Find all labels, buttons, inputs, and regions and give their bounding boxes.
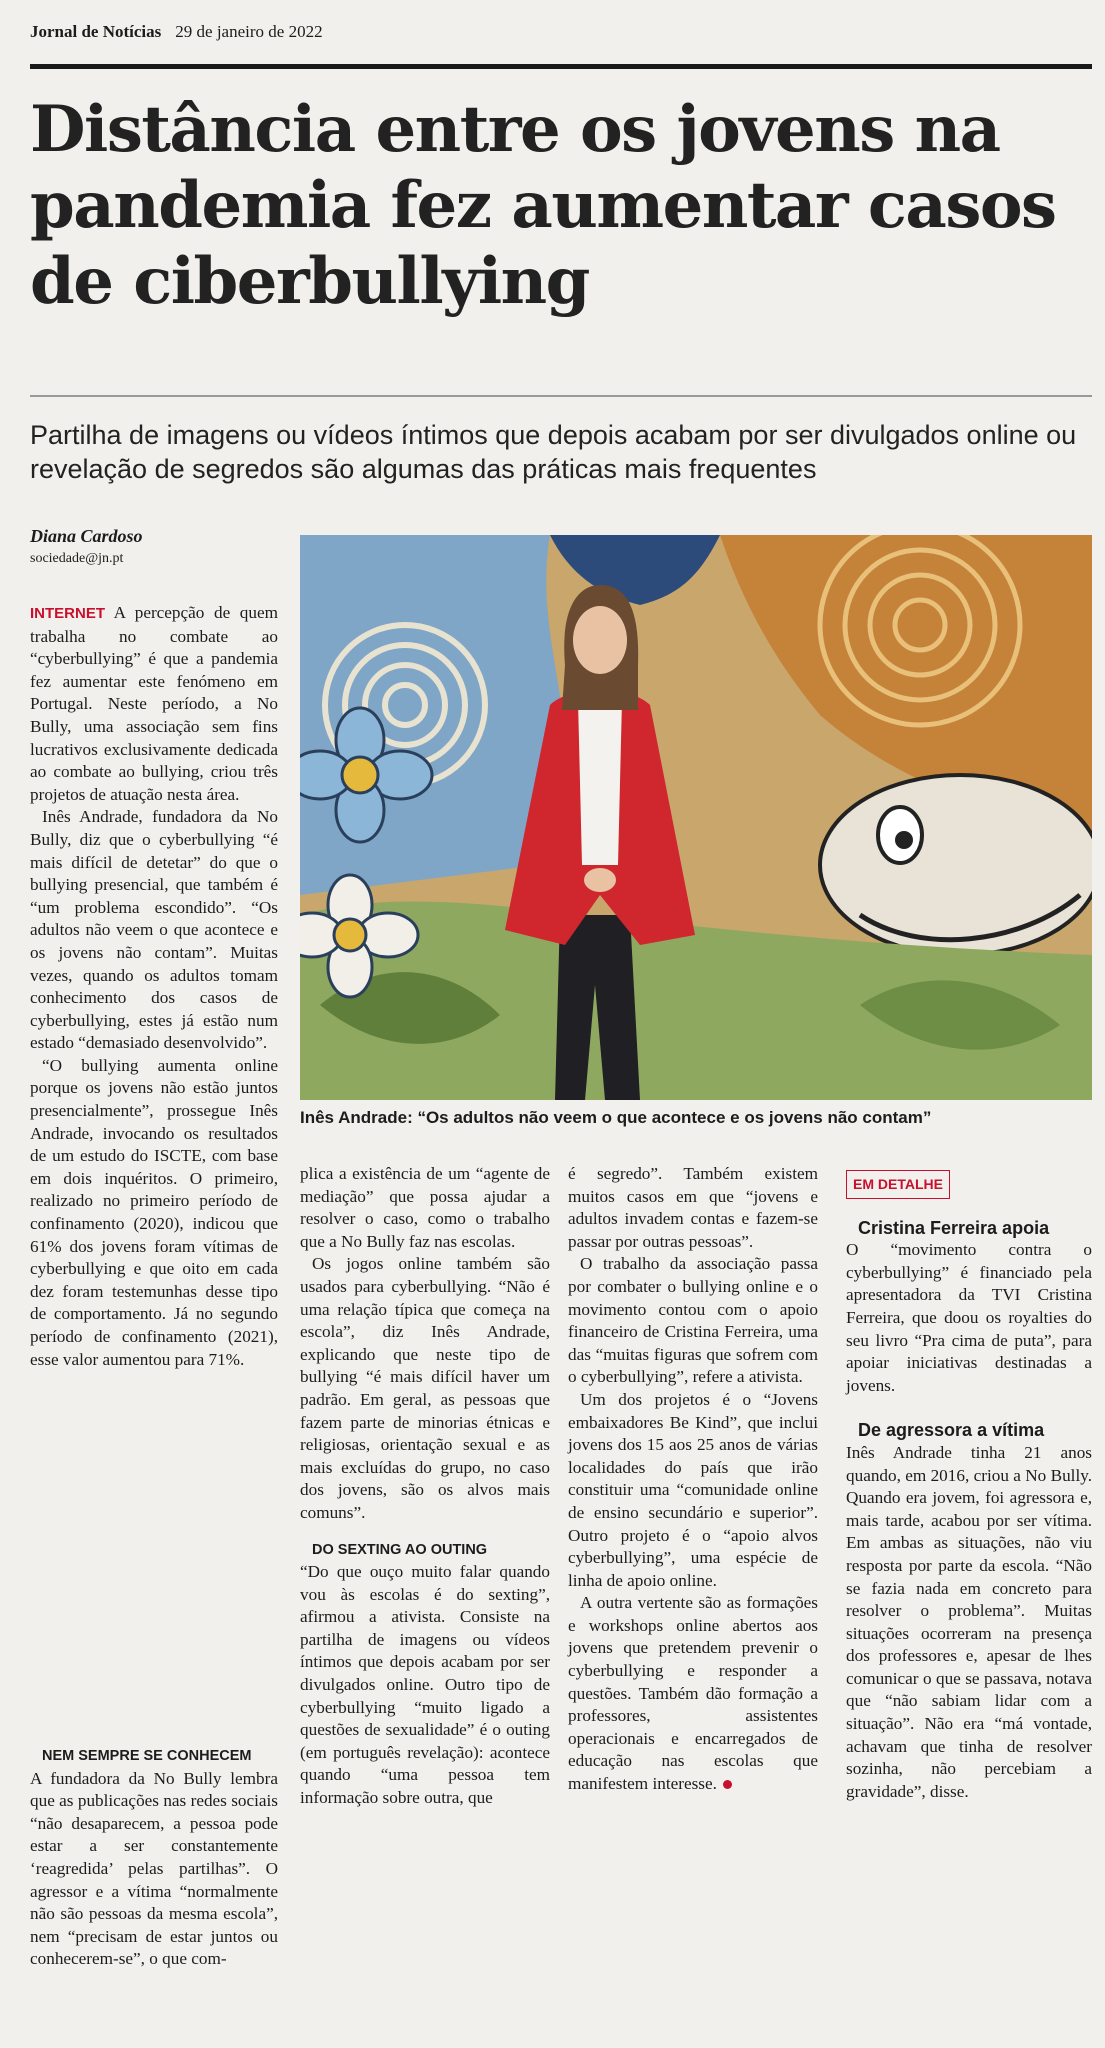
photo-illustration	[300, 535, 1092, 1100]
sidebar-text-1: O “movimento contra o cyberbullying” é financiado pela apresentadora da TVI Cristina Ferreira, que doou os royalties do seu livro “Pra cima de puta”, para apoiar iniciativas destinadas a jovens.	[846, 1240, 1092, 1395]
headline-rule	[30, 395, 1092, 397]
paragraph: “Do que ouço muito falar quando vou às escolas é do sexting”, afirmou a ativista. Consiste na partilha de imagens ou vídeos íntimos que depois acabam por ser divulgados online. Outro tipo de cyberbullying “muito ligado a questões de sexualidade” é o outing (em português revelação): acontece quando “uma pessoa tem informação sobre outra, que	[300, 1562, 550, 1808]
top-rule	[30, 64, 1092, 69]
article-column-2	[300, 1163, 550, 1810]
paragraph-text: A outra vertente são as formações e workshops online abertos aos jovens que pretendem prevenir o cyberbullying e responder a questões. Também dão formação a professores, assistentes operacionais e encarregados de educação nas escolas que manifestem interesse.	[568, 1593, 818, 1794]
sidebar-detail	[846, 1170, 1092, 1803]
paragraph: O trabalho da associação passa por combater o bullying online e o movimento contou com o apoio financeiro de Cristina Ferreira, uma das “muitas figuras que sofrem com o cyberbullying”, refere a ativista.	[568, 1254, 818, 1387]
publication-date: 29 de janeiro de 2022	[175, 22, 323, 41]
detail-tag: EM DETALHE	[846, 1170, 950, 1199]
paragraph: A fundadora da No Bully lembra que as publicações nas redes sociais “não desaparecem, a pessoa pode estar a ser constantemente ‘reagredida’ pelas partilhas”. O agressor e a vítima “normalmente não são pessoas da mesma escola”, nem “precisam de estar juntos ou conhecerem-se”, o que com-	[30, 1768, 278, 1969]
paragraph	[568, 1592, 818, 1795]
sidebar-heading-1: Cristina Ferreira apoia	[858, 1217, 1050, 1238]
headline: Distância entre os jovens na pandemia fez aumentar casos de ciberbullying	[30, 92, 1056, 319]
publication-name: Jornal de Notícias	[30, 22, 162, 41]
paragraph: é segredo”. Também existem muitos casos em que “jovens e adultos invadem contas e fazem-se passar por outras pessoas”.	[568, 1164, 818, 1251]
subheading: DO SEXTING AO OUTING	[312, 1541, 488, 1558]
paragraph: “O bullying aumenta online porque os jovens não estão juntos presencialmente”, prossegue Inês Andrade, invocando os resultados de um estudo do ISCTE, com base em dois inquéritos. O primeiro, realizado no primeiro período de confinamento (2020), indicou que 61% dos jovens foram vítimas de cyberbullying e que oito em cada dez foram testemunhas desse tipo de comportamento. Já no segundo período de confinamento (2021), esse valor aumentou para 71%.	[30, 1055, 278, 1369]
byline-author: Diana Cardoso	[30, 526, 143, 546]
paragraph: Inês Andrade, fundadora da No Bully, diz que o cyberbullying “é mais difícil de detetar” do que o bullying presencial, que também é “um problema escondido”. “Os adultos não veem o que acontece e os jovens não contam”. Muitas vezes, quando os adultos tomam conhecimento dos casos de cyberbullying, estes já estão num estado “demasiado desenvolvido”.	[30, 807, 278, 1053]
article-column-1	[30, 602, 278, 1371]
end-mark-icon	[723, 1780, 732, 1789]
lead-text: Partilha de imagens ou vídeos íntimos que depois acabam por ser divulgados online ou revelação de segredos são algumas das práticas mais frequentes	[30, 420, 1077, 484]
paragraph: plica a existência de um “agente de mediação” que possa ajudar a resolver o caso, como o trabalho que a No Bully faz nas escolas.	[300, 1164, 550, 1251]
paragraph: Os jogos online também são usados para cyberbullying. “Não é uma relação típica que começa na escola”, diz Inês Andrade, explicando que neste tipo de bullying “é mais difícil haver um padrão. Em geral, as pessoas que fazem parte de minorias étnicas e religiosas, orientação sexual e as mais excluídas do grupo, no caso dos jovens, são os alvos mais comuns”.	[300, 1254, 550, 1522]
paragraph: Um dos projetos é o “Jovens embaixadores Be Kind”, que inclui jovens dos 15 aos 25 anos de várias localidades do país que irão constituir uma “comunidade online de ensino secundário e superior”. Outro projeto é o “apoio alvos cyberbullying”, uma espécie de linha de apoio online.	[568, 1389, 818, 1590]
sidebar-heading-2: De agressora a vítima	[858, 1420, 1045, 1441]
article-column-1-lower	[30, 1745, 278, 1971]
photo-caption: Inês Andrade: “Os adultos não veem o que acontece e os jovens não contam”	[300, 1108, 932, 1127]
paragraph	[30, 602, 278, 806]
byline-email: sociedade@jn.pt	[30, 551, 124, 566]
masthead	[30, 22, 323, 42]
article-photo	[300, 535, 1092, 1100]
article-column-3	[568, 1163, 818, 1796]
paragraph-text: A percepção de quem trabalha no combate ao “cyberbullying” é que a pandemia fez aumentar este fenómeno em Portugal. Neste período, a No Bully, uma associação sem fins lucrativos exclusivamente dedicada ao combate ao bullying, criou três projetos de atuação nesta área.	[30, 603, 278, 804]
sidebar-text-2: Inês Andrade tinha 21 anos quando, em 2016, criou a No Bully. Quando era jovem, foi agressora e, mais tarde, acabou por ser vítima. Em ambas as situações, não viu resposta por parte da escola. “Não se fazia nada em concreto para resolver o problema”. Muitas situações ocorreram na presença dos professores e, apesar de lhes comunicar o que se passava, notava que “não sabiam lidar com a situação”. Não era “má vontade, achavam que tinha de resolver sozinha, não percebiam a gravidade”, disse.	[846, 1442, 1092, 1801]
section-kicker: INTERNET	[30, 605, 105, 622]
subheading: NEM SEMPRE SE CONHECEM	[42, 1748, 252, 1764]
